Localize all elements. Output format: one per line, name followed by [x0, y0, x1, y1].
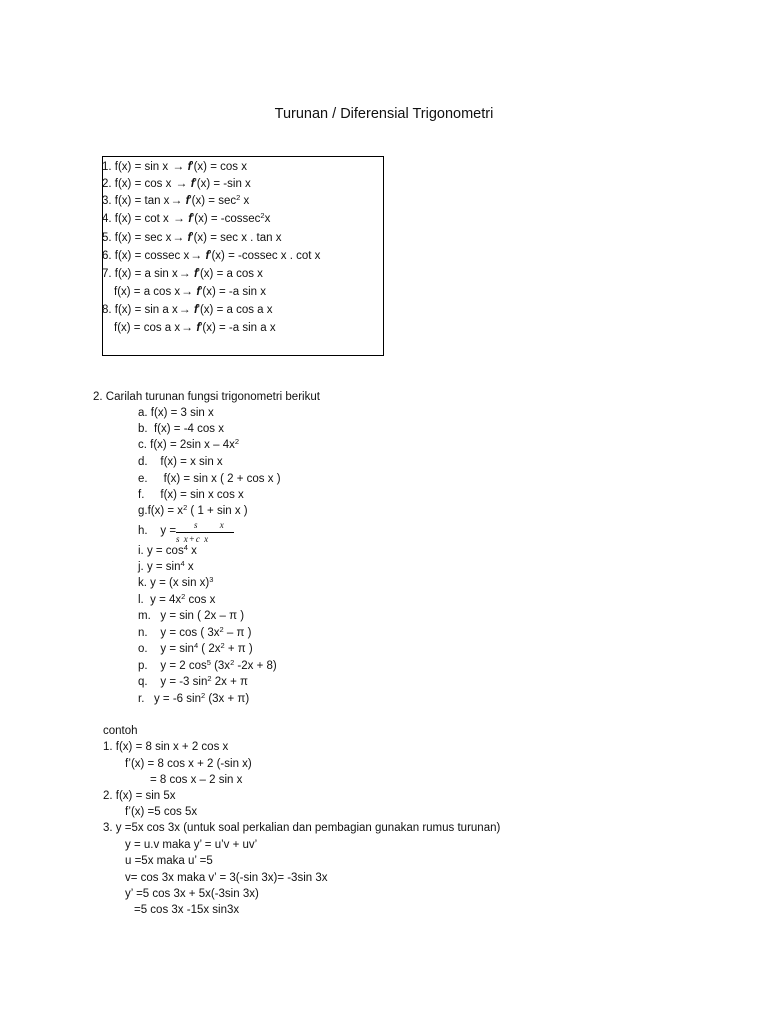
exercise-item-l: l. $y = 4x^2$ cos x [138, 592, 216, 606]
exercise-item-i: i. $y = \cos^4 x$ [138, 543, 197, 557]
arrow-icon: → [178, 302, 190, 316]
exercise-item-o: o. $y = \sin^4$ ( $2x^2 + \pi$ ) [138, 641, 253, 655]
exercise-item-n: n. y = cos ( $3x^2$ – π ) [138, 625, 252, 639]
exercise-item-c: c. f(x) = 2sin x – $4x^2$ [138, 437, 240, 451]
example-line: v= cos 3x maka v’ = 3(-sin 3x)= -3sin 3x [125, 872, 328, 884]
example-line: 2. f(x) = sin 5x [103, 790, 176, 802]
example-line: = 8 cos x – 2 sin x [150, 774, 243, 786]
exercise-item-m: m. y = sin ( 2x – π ) [138, 610, 245, 622]
exercise-item-k: k. y = (x sin x)$^3$ [138, 575, 214, 589]
example-line: f’(x) = 8 cos x + 2 (-sin x) [125, 758, 252, 770]
example-line: u =5x maka u’ =5 [125, 855, 213, 867]
exercise-item-e: e. f(x) = sin x ( 2 + cos x ) [138, 473, 281, 485]
arrow-icon: → [172, 230, 184, 244]
formula-line-6: 6. f(x) = cossec x→ f'(x) = -cossec x . cot x [102, 248, 321, 262]
arrow-icon: → [178, 266, 190, 280]
formula-line-5: 5. f(x) = sec x→ f'(x) = sec x . tan x [102, 230, 282, 244]
fraction-bar [176, 532, 234, 533]
formula-line-3: 3. $f(x) = \tan x\to f'(x) = \sec^2 x$ [102, 193, 250, 207]
formula-line-8b: f(x) = cos a x→ f'(x) = -a sin a x [114, 320, 276, 334]
exercise-item-q: q. y = -3 $\sin^2 2x + \pi$ [138, 674, 248, 688]
exercise-item-j: j. $y = \sin^4 x$ [138, 559, 194, 573]
exercise-item-b: b. f(x) = -4 cos x [138, 423, 224, 435]
arrow-icon: → [170, 193, 182, 207]
arrow-icon: → [190, 248, 202, 262]
formula-line-1: 1. f(x) = sin x → f'(x) = cos x [102, 159, 247, 173]
exercise-item-r: r. y = -6 $\sin^2 (3x + \pi)$ [138, 691, 250, 705]
examples-heading: contoh [103, 725, 138, 737]
exercise-item-a: a. f(x) = 3 sin x [138, 407, 214, 419]
example-line: y = u.v maka y’ = u’v + uv’ [125, 839, 258, 851]
arrow-icon: → [175, 176, 187, 190]
example-line: y’ =5 cos 3x + 5x(-3sin 3x) [125, 888, 259, 900]
formula-line-2: 2. f(x) = cos x → f'(x) = -sin x [102, 176, 251, 190]
example-line: 3. y =5x cos 3x (untuk soal perkalian dan pembagian gunakan rumus turunan) [103, 822, 501, 834]
fraction-numerator: s x [194, 520, 234, 530]
formula-line-7b: f(x) = a cos x→ f'(x) = -a sin x [114, 284, 266, 298]
example-line: 1. f(x) = 8 sin x + 2 cos x [103, 741, 229, 753]
fraction-denominator: s x+c x [176, 534, 210, 544]
arrow-icon: → [181, 320, 193, 334]
exercise-item-f: f. f(x) = sin x cos x [138, 489, 244, 501]
exercise-item-h: h. y = [138, 525, 177, 537]
arrow-icon: → [181, 284, 193, 298]
formula-line-8: 8. f(x) = sin a x→ f'(x) = a cos a x [102, 302, 273, 316]
exercise-item-g: $g.f(x) = x^2$ ( 1 + sin x ) [138, 503, 248, 517]
page-title: Turunan / Diferensial Trigonometri [274, 106, 494, 122]
exercise-heading: 2. Carilah turunan fungsi trigonometri berikut [93, 391, 320, 403]
exercise-item-d: d. f(x) = x sin x [138, 456, 223, 468]
example-line: f’(x) =5 cos 5x [125, 806, 198, 818]
formula-line-7: 7. f(x) = a sin x→ f'(x) = a cos x [102, 266, 263, 280]
exercise-item-p: p. y = 2 $\cos^5 (3x^2$ -2x + 8) [138, 658, 277, 672]
example-line: =5 cos 3x -15x sin3x [134, 904, 240, 916]
arrow-icon: → [172, 159, 184, 173]
formula-line-4: 4. f(x) = cot x → f'(x) = -cossec$^2$x [102, 211, 271, 225]
arrow-icon: → [173, 211, 184, 225]
